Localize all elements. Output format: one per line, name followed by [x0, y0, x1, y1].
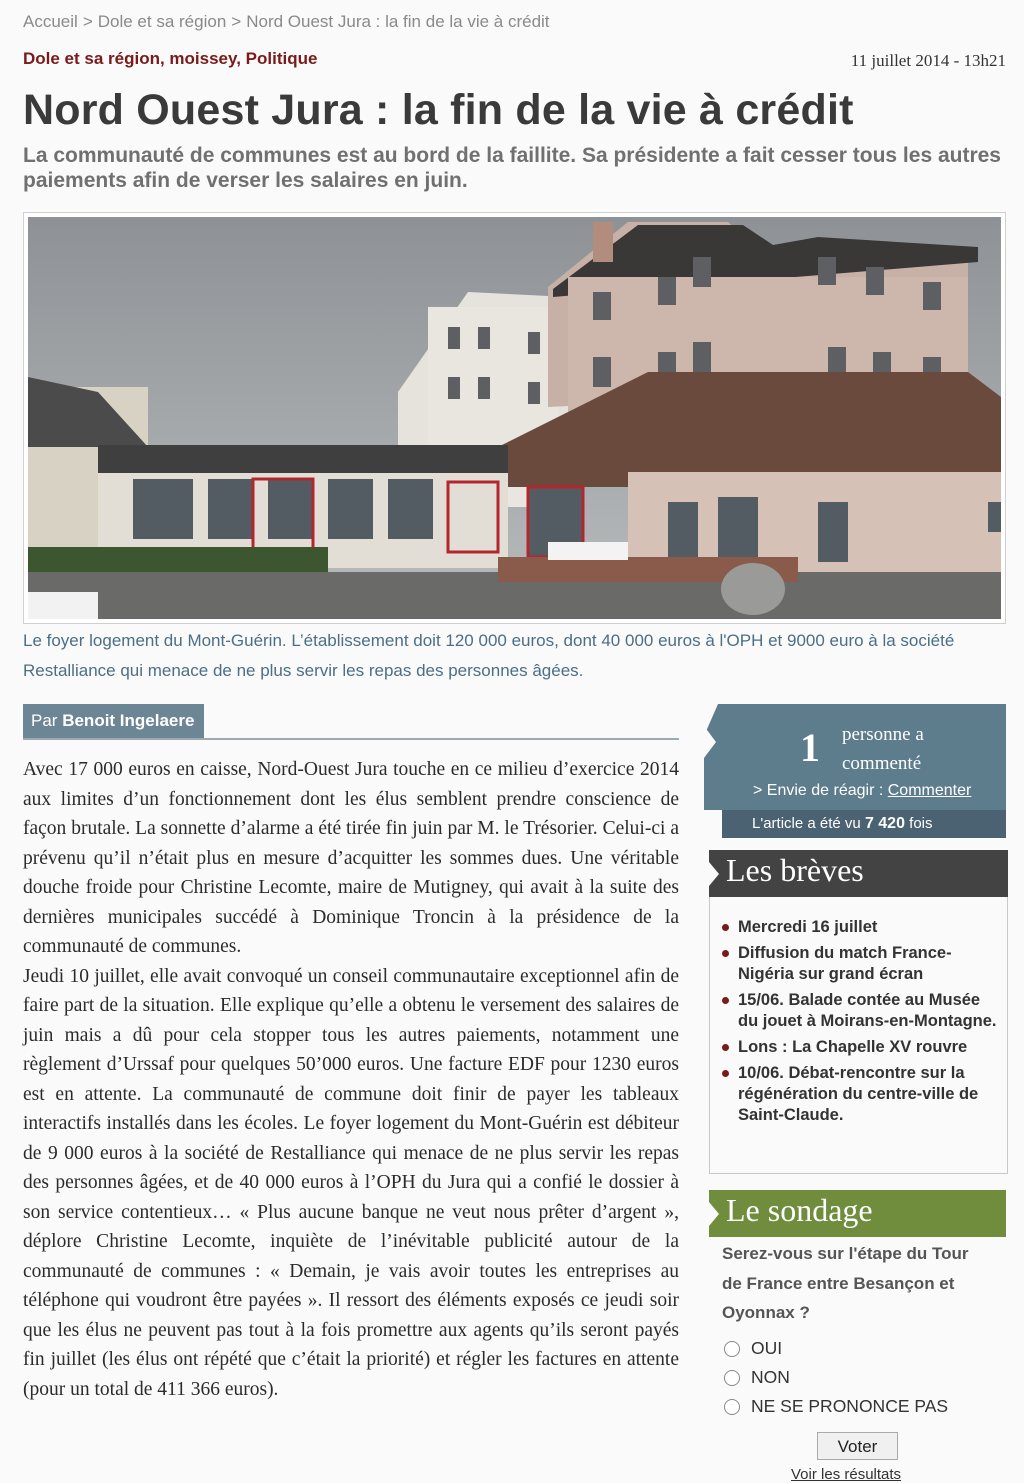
- radio-button[interactable]: [724, 1399, 740, 1415]
- breadcrumb-current: Nord Ouest Jura : la fin de la vie à crédit: [246, 12, 550, 31]
- poll-option-non[interactable]: [724, 1363, 948, 1392]
- comment-count-label: personne a commenté: [842, 724, 924, 774]
- breves-title: Les brèves: [726, 852, 864, 888]
- poll-question: Serez-vous sur l'étape du Tour de France entre Besançon et Oyonnax ?: [722, 1244, 969, 1322]
- breves-list: [718, 917, 1000, 1131]
- radio-button[interactable]: [724, 1370, 740, 1386]
- poll-option-label: NE SE PRONONCE PAS: [751, 1396, 949, 1416]
- breves-header: [709, 850, 1008, 897]
- views-suffix: fois: [909, 815, 933, 832]
- poll-option-label: OUI: [751, 1338, 783, 1358]
- breadcrumb-section-link[interactable]: Dole et sa région: [97, 12, 227, 31]
- comment-link[interactable]: Commenter: [887, 782, 972, 799]
- photo-caption: Le foyer logement du Mont-Guérin. L’établissement doit 120 000 euros, dont 40 000 euros à l'OPH et 9000 euro à la société Restalliance qui menace de ne plus servir les repas des personnes âgées.: [23, 631, 955, 680]
- views-count: 7 420: [864, 815, 905, 832]
- react-line: [753, 782, 971, 800]
- article-paragraph: Avec 17 000 euros en caisse, Nord-Ouest Jura touche en ce milieu d’exercice 2014 aux limites d’un fonctionnement dont les élus semblent prendre conscience de façon brutale. La sonnette d’alarme a été tirée fin juin par M. le Trésorier. Celui-ci a prévenu qu’il n’était plus en mesure d’acquitter les sommes dues. Une véritable douche froide pour Christine Lecomte, maire de Mutigney, qui avait à la suite des dernières municipales succédé à Dominique Troncin à la présidence de la communauté de communes.: [23, 759, 679, 957]
- comment-count: 1: [800, 725, 820, 770]
- article-paragraph: Jeudi 10 juillet, elle avait convoqué un conseil communautaire exceptionnel afin de faire part de la situation. Elle explique qu’elle a obtenu le versement des salaires de juin mais a dû pour cela stopper tous les autres paiements, notamment une règlement d’Urssaf pour quelques 50’000 euros. Une facture EDF pour 1230 euros est en attente. La communauté de commune doit finir de payer les tableaux interactifs installés dans les écoles. Le foyer logement du Mont-Guérin est débiteur de 9 000 euros à la société de Restalliance qui menace de ne plus servir les repas des personnes âgées, et de 40 000 euros à l’OPH du Jura qui a confié le dossier à son service contentieux… « Plus aucune banque ne veut nous prêter d’argent », déplore Christine Lecomte, inquiète de l’inévitable publicité autour de la communauté de communes : « Demain, je vais avoir toutes les entreprises au téléphone qui voudront être payées ». Il ressort des éléments exposés ce jeudi soir que les élus ne peuvent pas tout à la fois promettre aux agents qu’ils seront payés fin juillet (les élus ont répété que c’était la priorité) et régler les factures en attente (pour un total de 411 366 euros).: [23, 965, 679, 1400]
- results-link[interactable]: Voir les résultats: [791, 1466, 902, 1483]
- article-photo: [28, 217, 1001, 619]
- view-count-bar: [722, 810, 1006, 838]
- byline-prefix: Par: [31, 711, 58, 730]
- article-meta: [23, 49, 1006, 73]
- breve-item[interactable]: 10/06. Débat-rencontre sur la régénération du centre-ville de Saint-Claude.: [718, 1063, 1000, 1126]
- vote-button[interactable]: Voter: [817, 1432, 898, 1460]
- article-photo-frame: [23, 212, 1006, 624]
- poll-title: Le sondage: [726, 1192, 873, 1228]
- breves-box: [709, 850, 1008, 1174]
- article-categories[interactable]: Dole et sa région, moissey, Politique: [23, 49, 318, 68]
- poll-option-label: NON: [751, 1367, 790, 1387]
- article-body: [23, 755, 679, 1404]
- byline: [23, 704, 204, 738]
- breadcrumb: [23, 12, 550, 32]
- breadcrumb-home-link[interactable]: Accueil: [23, 12, 78, 31]
- breadcrumb-separator: >: [231, 12, 242, 31]
- author-name[interactable]: Benoit Ingelaere: [62, 711, 195, 730]
- comments-box: [704, 704, 1006, 838]
- byline-bar: [23, 704, 679, 740]
- breve-item[interactable]: Lons : La Chapelle XV rouvre: [718, 1037, 1000, 1058]
- page-title: Nord Ouest Jura : la fin de la vie à crédit: [23, 86, 854, 134]
- poll-option-oui[interactable]: [724, 1334, 948, 1363]
- article-date: 11 juillet 2014 - 13h21: [850, 51, 1006, 70]
- breve-item[interactable]: Mercredi 16 juillet: [718, 917, 1000, 938]
- poll-option-nsp[interactable]: [724, 1392, 948, 1421]
- breadcrumb-separator: >: [82, 12, 93, 31]
- poll-box: [709, 1190, 1006, 1483]
- article-subtitle: La communauté de communes est au bord de la faillite. Sa présidente a fait cesser tous les autres paiements afin de verser les salaires en juin.: [23, 144, 1001, 192]
- poll-header: [709, 1190, 1006, 1237]
- views-prefix: L'article a été vu: [752, 815, 861, 832]
- breve-item[interactable]: 15/06. Balade contée au Musée du jouet à Moirans-en-Montagne.: [718, 990, 1000, 1032]
- comments-header: [704, 704, 1006, 810]
- react-prefix: > Envie de réagir :: [753, 782, 884, 799]
- poll-options: [724, 1334, 948, 1421]
- radio-button[interactable]: [724, 1341, 740, 1357]
- breve-item[interactable]: Diffusion du match France-Nigéria sur grand écran: [718, 943, 1000, 985]
